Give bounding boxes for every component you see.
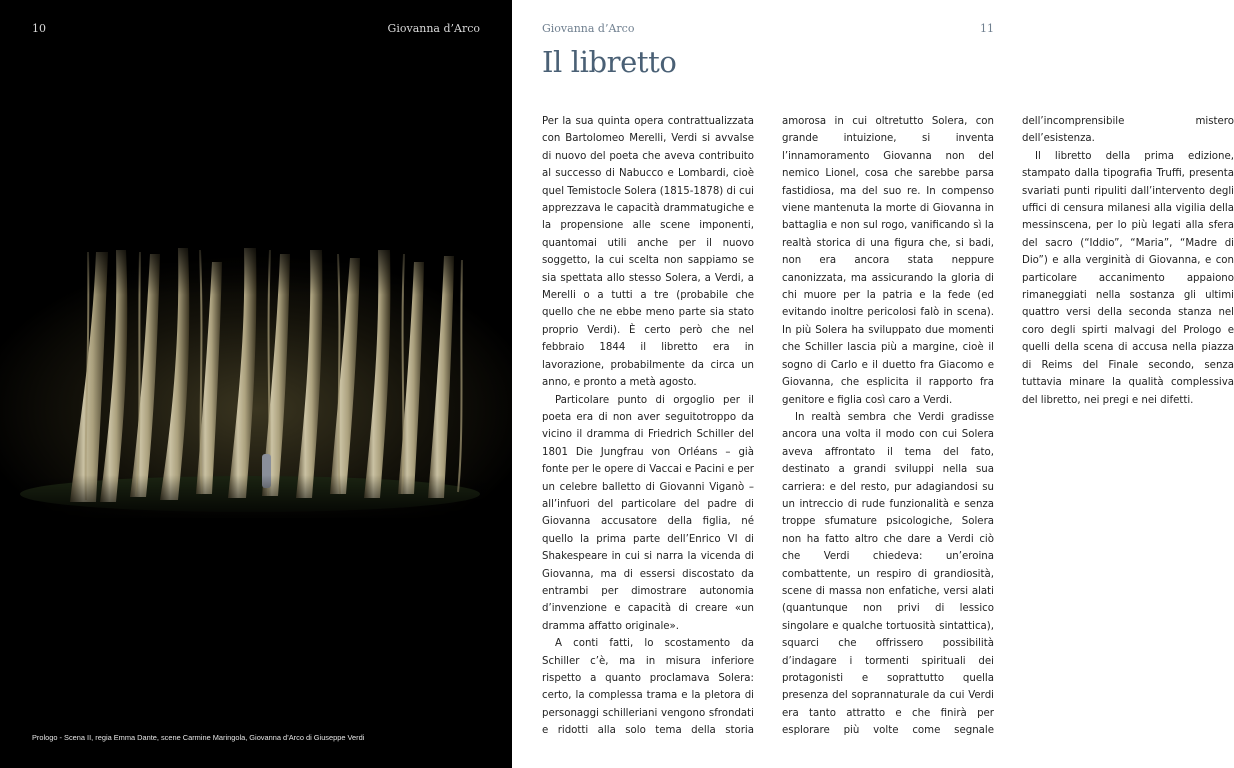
paragraph: Il libretto della prima edizione, stampato dalla tipografia Truffi, presenta svariati punti ripuliti dall’intervento degli uffici di censura milanesi alla vigilia della messinscena, per lo più legati alla sfera del sacro (“Iddio”, “Maria”, “Madre di Dio”) e alla verginità di Giovanna, e con particolare accanimento appaiono rimaneggiati nella sostanza gli ultimi quattro versi della seconda stanza nel coro degli spirti malvagi del Prologo e quelli della scena di accusa nella piazza di Reims del Finale secondo, senza tuttavia minare la qualità complessiva del libretto, nei pregi e nei difetti. (1022, 150, 1234, 406)
right-page (512, 0, 1234, 768)
chapter-title: Il libretto (542, 45, 677, 79)
body-text (542, 113, 1234, 753)
paragraph: In realtà sembra che Verdi gradisse ancora una volta il modo con cui Solera aveva affrontato il tema del fato, destinato a grandi sviluppi nella sua carriera: e del resto, pur adagiandosi su un intreccio di rude funzionalità e senza troppe sfumature psicologiche, Solera non ha fatto altro che dare a Verdi ciò che Verdi chiedeva: un’eroina combattente, un respiro di grandiosità, scene di massa non enfatiche, versi alati (quantunque non privi di lessico singolare e qualche tortuosità sintattica), squarci che offrissero possibilità d’indagare i tormenti spirituali dei protagonisti e soprattutto quella presenza del soprannaturale da cui Verdi era tanto attratto e che finirà per esplorare più volte come segnale dell’incomprensibile mistero dell’esistenza. (782, 116, 1234, 737)
paragraph: Particolare punto di orgoglio per il poeta era di non aver seguitotroppo da vicino il dramma di Friedrich Schiller del 1801 Die Jungfrau von Orléans – già fonte per le opere di Vaccai e Pacini e per un celebre balletto di Giovanni Viganò – all’infuori del particolare del padre di Giovanna accusatore della figlia, né quello la prima parte dell’Enrico VI di Shakespeare in cui si narra la vicenda di Giovanna, ma di essersi discostato da entrambi per dimostrare autonomia d’invenzione e capacità di creare «un dramma affatto originale». (542, 394, 755, 632)
paragraph: Per la sua quinta opera contrattualizzata con Bartolomeo Merelli, Verdi si avvalse di nuovo del poeta che aveva contribuito al successo di Nabucco e Lombardi, cioè quel Temistocle Solera (1815-1878) di cui apprezzava le capacità drammatugiche e la propensione alle scene imponenti, quantomai utili anche per il nuovo soggetto, la cui scelta non sappiamo se sia spettata allo stesso Solera, a Verdi, a Merelli o a tutti a tre (probabile che quello che ne ebbe meno parte sia stato proprio Verdi). È certo però che nel febbraio 1844 il libretto era in lavorazione, probabilmente da circa un anno, e pronto a metà agosto. (542, 116, 754, 389)
folio-number-right: 11 (980, 22, 994, 35)
photo-caption: Prologo - Scena II, regia Emma Dante, scene Carmine Maringola, Giovanna d’Arco di Giuseppe Verdi (32, 733, 365, 742)
running-head-left: Giovanna d’Arco (387, 22, 480, 35)
folio-number-left: 10 (32, 22, 46, 35)
left-page (0, 0, 512, 768)
stage-forest-photo (0, 232, 512, 518)
paragraph: A conti fatti, lo scostamento da Schiller c’è, ma in misura inferiore rispetto a quanto proclamava Solera: certo, la complessa trama e la pletora di personaggi schilleriani vengono sfrondati e ridotti alla solo tema della storia amorosa in cui oltretutto Solera, con grande intuizione, si inventa l’innamoramento Giovanna non del nemico Lionel, cosa che sarebbe parsa fastidiosa, ma del suo re. In compenso viene mantenuta la morte di Giovanna in battaglia e non sul rogo, vanificando sì la realtà storica di una figura che, si badi, non era ancora stata neppure canonizzata, ma assicurando la gloria di chi muore per la patria e la fede (ed evitando inoltre pericolosi falò in scena). In più Solera ha sviluppato due momenti che Schiller lascia più a margine, cioè il sogno di Carlo e il duetto fra Giacomo e Giovanna, che esplicita il rapporto fra genitore e figlia così caro a Verdi. (542, 116, 994, 737)
running-head-right: Giovanna d’Arco (542, 22, 635, 35)
